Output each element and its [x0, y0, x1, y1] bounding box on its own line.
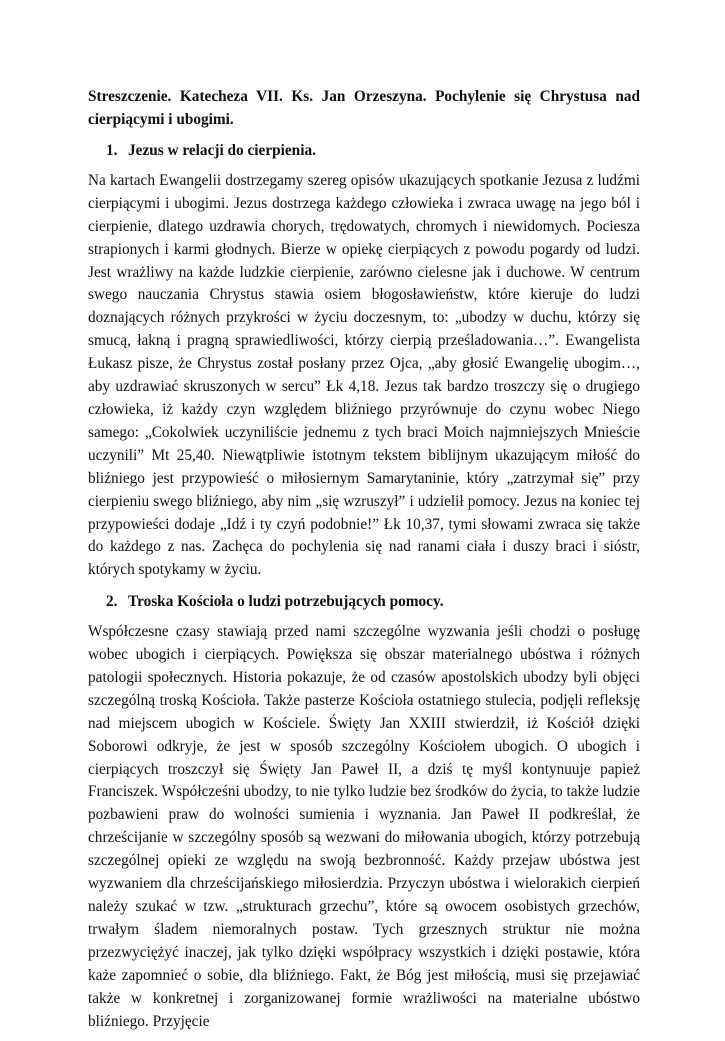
document-title: Streszczenie. Katecheza VII. Ks. Jan Orzeszyna. Pochylenie się Chrystusa nad cierpiącymi i ubogimi. — [88, 88, 640, 128]
section-1-paragraph: Na kartach Ewangelii dostrzegamy szereg opisów ukazujących spotkanie Jezusa z ludźmi cierpiącymi i ubogimi. Jezus dostrzega każdego człowieka i zwraca uwagę na jego ból i cierpienie, dlatego uzdrawia chorych, trędowatych, chromych i niewidomych. Pociesza strapionych i karmi głodnych. Bierze w opiekę cierpiących z powodu pogardy od ludzi. Jest wrażliwy na każde ludzkie cierpienie, zarówno cielesne jak i duchowe. W centrum swego nauczania Chrystus stawia osiem błogosławieństw, które kieruje do ludzi doznających różnych przykrości w życiu doczesnym, to: „ubodzy w duchu, którzy się smucą, łakną i pragną sprawiedliwości, którzy cierpią prześladowania…”. Ewangelista Łukasz pisze, że Chrystus został posłany przez Ojca, „aby głosić Ewangelię ubogim…, aby uzdrawiać skruszonych w sercu” Łk 4,18. Jezus tak bardzo troszczy się o drugiego człowieka, iż każdy czyn względem bliźniego przyrównuje do czynu wobec Niego samego: „Cokolwiek uczyniliście jednemu z tych braci Moich najmniejszych Mnieście uczynili” Mt 25,40. Niewątpliwie istotnym tekstem biblijnym ukazującym miłość do bliźniego jest przypowieść o miłosiernym Samarytaninie, który „zatrzymał się” przy cierpieniu swego bliźniego, aby nim „się wzruszył” i udzielił pomocy. Jezus na koniec tej przypowieści dodaje „Idź i ty czyń podobnie!” Łk 10,37, tymi słowami zwraca się także do każdego z nas. Zachęca do pochylenia się nad ranami ciała i duszy braci i sióstr, których spotykamy w życiu. — [88, 171, 640, 579]
section-2-heading — [88, 591, 640, 614]
section-2-paragraph: Współczesne czasy stawiają przed nami szczególne wyzwania jeśli chodzi o posługę wobec ubogich i cierpiących. Powiększa się obszar materialnego ubóstwa i różnych patologii społecznych. Historia pokazuje, że od czasów apostolskich ubodzy byli objęci szczególną troską Kościoła. Także pasterze Kościoła ostatniego stulecia, podjęli refleksję nad miejscem ubogich w Kościele. Święty Jan XXIII stwierdził, iż Kościół dzięki Soborowi odkryje, że jest w sposób szczególny Kościołem ubogich. O ubogich i cierpiących troszczył się Święty Jan Paweł II, a dziś tę myśl kontynuuje papież Franciszek. Współcześni ubodzy, to nie tylko ludzie bez środków do życia, to także ludzie pozbawieni praw do wolności sumienia i wyznania. Jan Paweł II podkreślał, że chrześcijanie w szczególny sposób są wezwani do miłowania ubogich, którzy potrzebują szczególnej opieki ze względu na swoją bezbronność. Każdy przejaw ubóstwa jest wyzwaniem dla chrześcijańskiego miłosierdzia. Przyczyn ubóstwa i wielorakich cierpień należy szukać w tzw. „strukturach grzechu”, które są owocem osobistych grzechów, trwałym śladem niemoralnych postaw. Tych grzesznych struktur nie można przezwyciężyć inaczej, jak tylko dzięki współpracy wszystkich i dzięki postawie, która każe zapomnieć o sobie, dla bliźniego. Fakt, że Bóg jest miłością, musi się przejawiać także w konkretnej i zorganizowanej formie wrażliwości na materialne ubóstwo bliźniego. Przyjęcie — [88, 623, 640, 1030]
section-1-heading-text: Jezus w relacji do cierpienia. — [128, 142, 316, 159]
section-1-heading — [88, 140, 640, 163]
document-content — [88, 86, 640, 1041]
section-2-number: 2. — [106, 593, 118, 611]
section-1-number: 1. — [106, 142, 118, 159]
section-2-heading-text: Troska Kościoła o ludzi potrzebujących pomocy. — [128, 593, 444, 611]
